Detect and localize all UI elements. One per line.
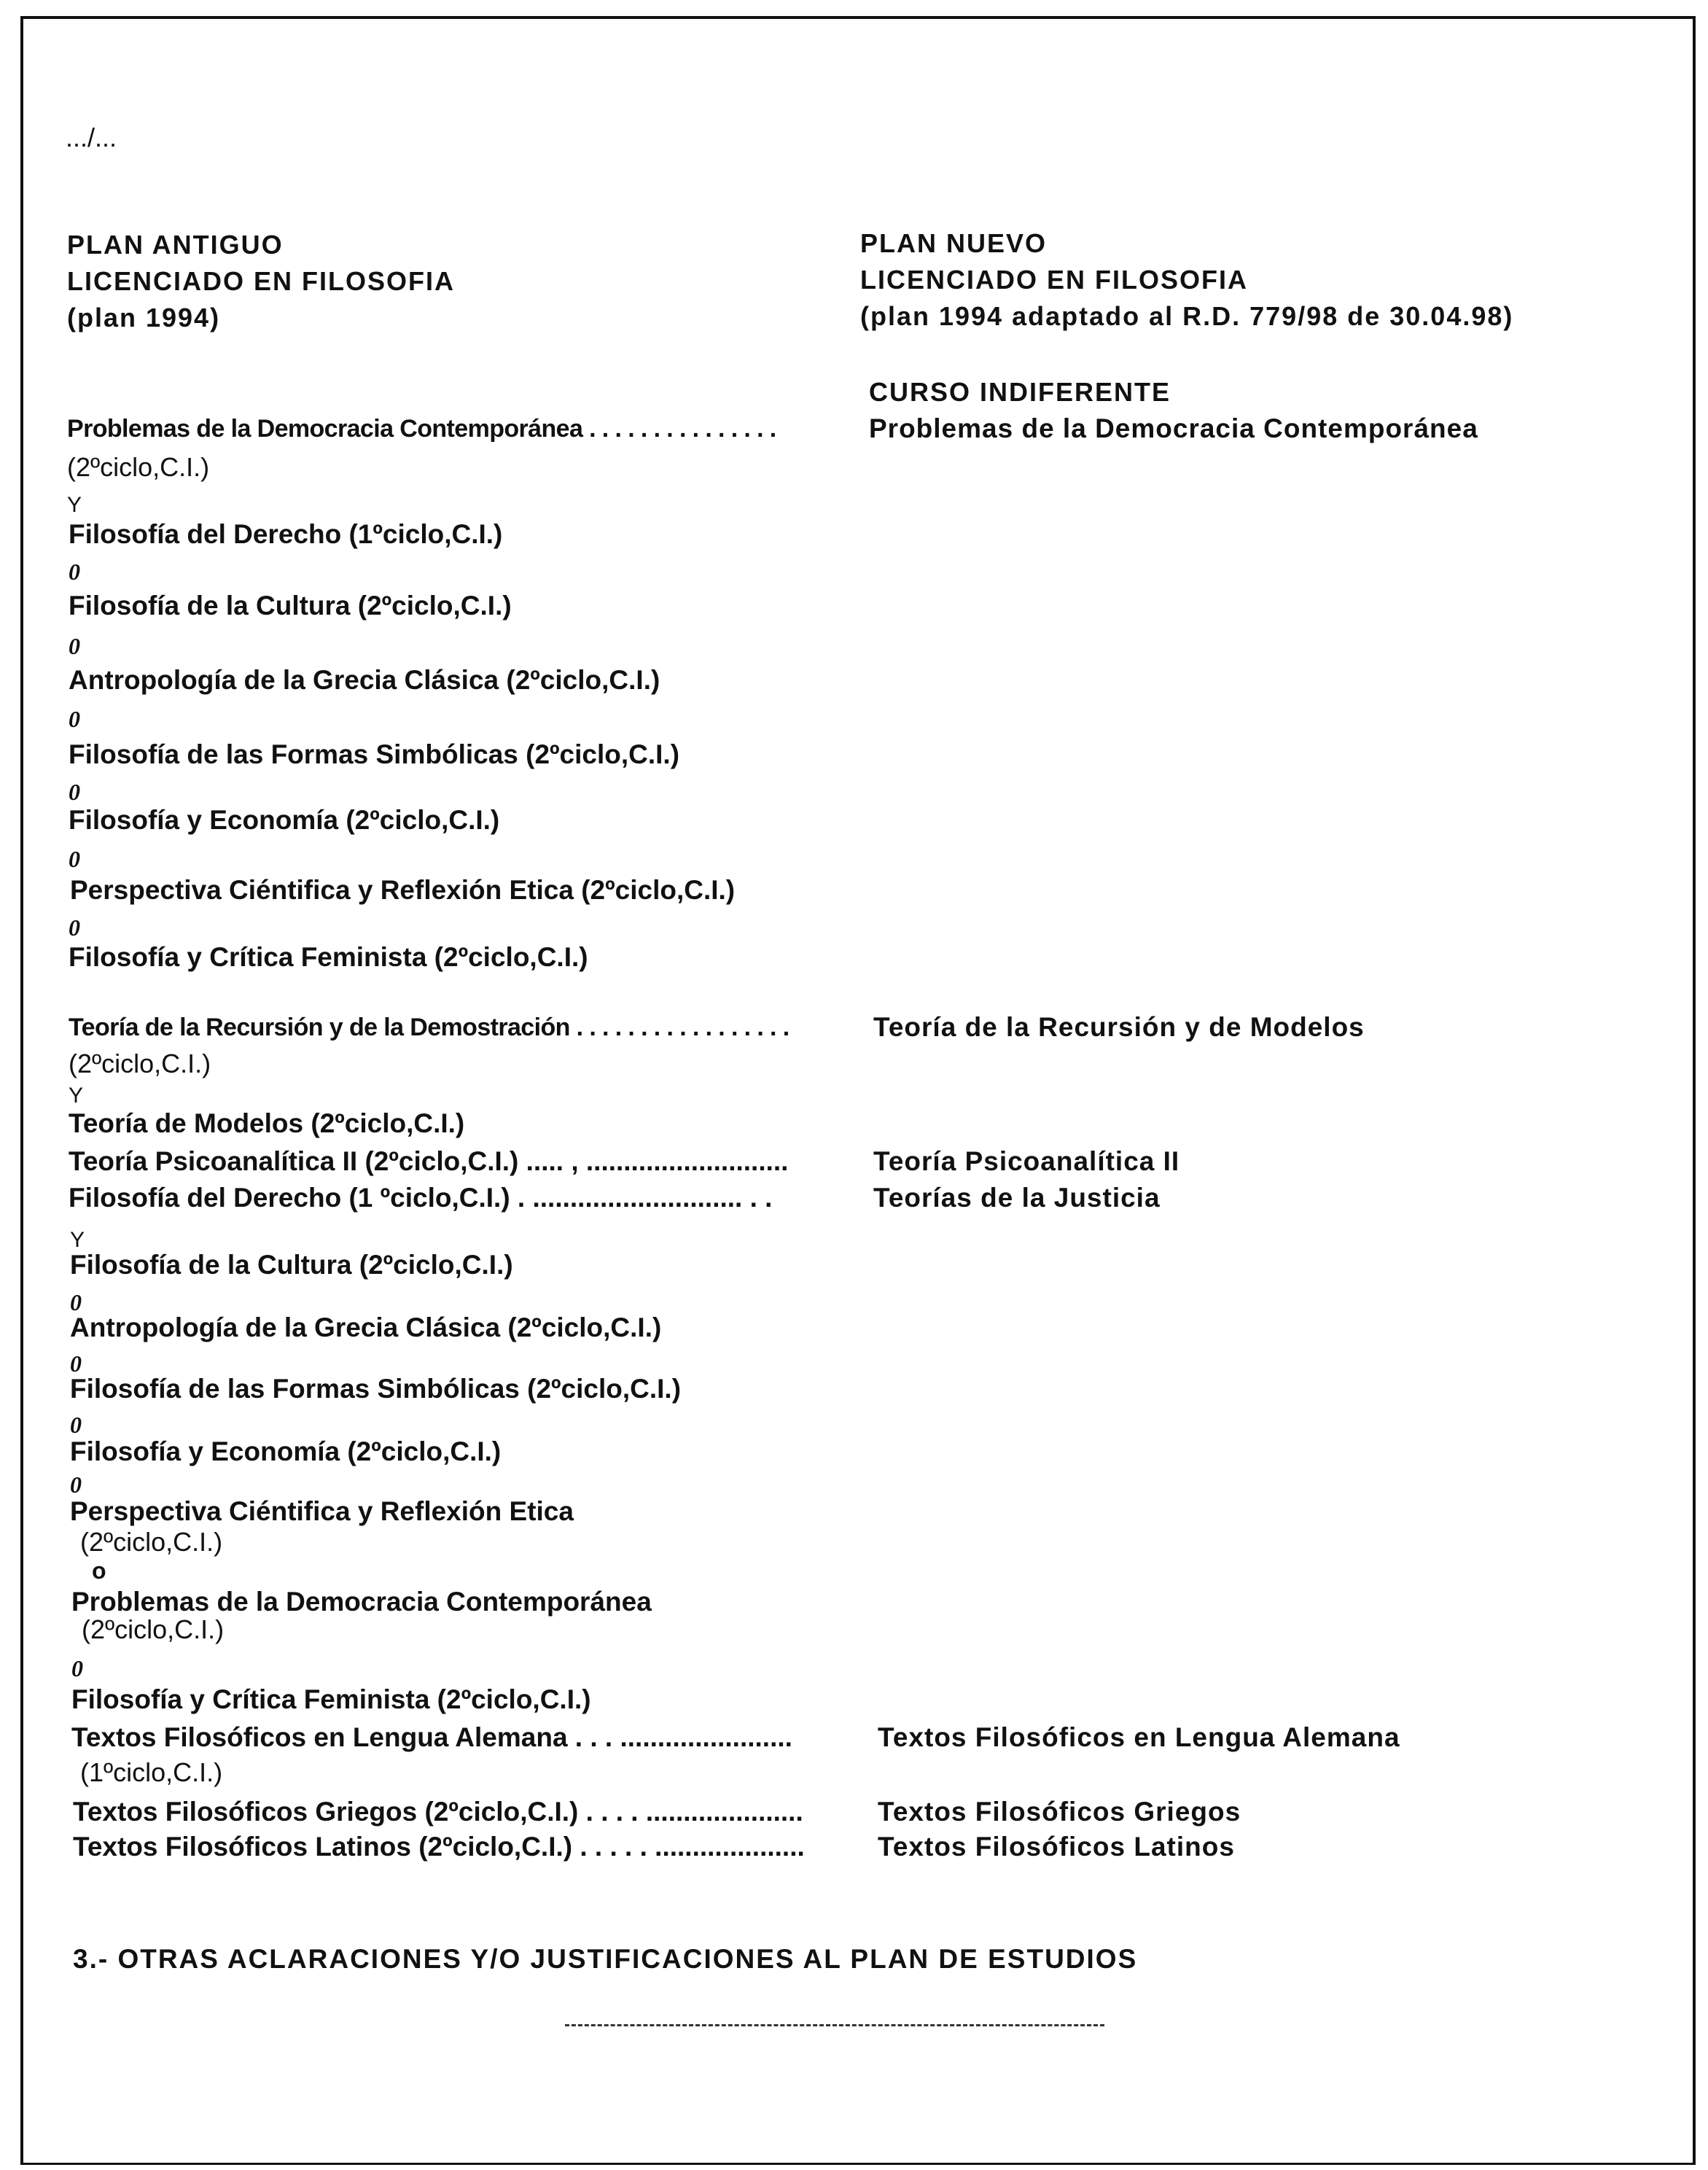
conjunction-o: 0 (70, 1289, 82, 1315)
conjunction-o: 0 (69, 559, 80, 585)
new-subject: Teorías de la Justicia (873, 1183, 1161, 1213)
old-plan-degree: LICENCIADO EN FILOSOFIA (67, 266, 455, 296)
cycle-note: (1ºciclo,C.I.) (80, 1757, 223, 1787)
new-subject: Textos Filosóficos Griegos (878, 1797, 1241, 1827)
cycle-note: (2ºciclo,C.I.) (67, 452, 210, 482)
cycle-note: (2ºciclo,C.I.) (69, 1049, 211, 1078)
new-plan-degree: LICENCIADO EN FILOSOFIA (860, 265, 1248, 295)
new-plan-header (860, 225, 1513, 335)
conjunction-o: 0 (70, 1471, 82, 1498)
old-subject: Filosofía y Economía (2ºciclo,C.I.) (69, 805, 500, 835)
separator-line (565, 2024, 1104, 2026)
conjunction-o: 0 (69, 633, 80, 659)
old-subject: Filosofía y Crítica Feminista (2ºciclo,C.I.) (71, 1684, 591, 1714)
old-subject: Filosofía y Crítica Feminista (2ºciclo,C.I.) (69, 942, 588, 972)
conjunction-y: Y (69, 1084, 84, 1108)
old-subject: Antropología de la Grecia Clásica (2ºciclo,C.I.) (69, 665, 660, 695)
conjunction-o: 0 (70, 1350, 82, 1377)
continuation-mark: .../... (66, 122, 117, 152)
new-subject: Textos Filosóficos en Lengua Alemana (878, 1722, 1400, 1752)
course-label: CURSO INDIFERENTE (869, 377, 1171, 407)
conjunction-o: o (92, 1558, 106, 1584)
old-subject: Teoría de Modelos (2ºciclo,C.I.) (69, 1108, 465, 1138)
conjunction-o: 0 (69, 846, 80, 872)
new-subject: Textos Filosóficos Latinos (878, 1832, 1235, 1862)
old-subject: Perspectiva Ciéntifica y Reflexión Etica (70, 1496, 574, 1526)
old-subject: Filosofía de la Cultura (2ºciclo,C.I.) (69, 591, 512, 621)
old-subject: Filosofía del Derecho (1 ºciclo,C.I.) . ............................ . . (69, 1183, 773, 1213)
old-subject: Filosofía del Derecho (1ºciclo,C.I.) (69, 519, 503, 549)
new-subject: Teoría de la Recursión y de Modelos (873, 1012, 1365, 1042)
old-subject: Teoría Psicoanalítica II (2ºciclo,C.I.) ..... , ........................... (69, 1146, 789, 1176)
conjunction-o: 0 (69, 914, 80, 941)
section-heading: 3.- OTRAS ACLARACIONES Y/O JUSTIFICACIONES AL PLAN DE ESTUDIOS (73, 1944, 1138, 1974)
old-subject: Textos Filosóficos en Lengua Alemana . . . ....................... (71, 1722, 792, 1752)
conjunction-o: 0 (69, 706, 80, 732)
old-subject: Filosofía y Economía (2ºciclo,C.I.) (70, 1436, 502, 1466)
old-subject: Teoría de la Recursión y de la Demostración . . . . . . . . . . . . . . . . . (69, 1014, 789, 1041)
old-subject: Textos Filosóficos Latinos (2ºciclo,C.I.) . . . . . .................... (73, 1832, 805, 1862)
old-subject: Perspectiva Ciéntifica y Reflexión Etica (2ºciclo,C.I.) (70, 875, 736, 905)
cycle-note: (2ºciclo,C.I.) (82, 1614, 225, 1644)
conjunction-o: 0 (71, 1655, 83, 1681)
old-subject: Filosofía de las Formas Simbólicas (2ºciclo,C.I.) (69, 739, 680, 769)
old-plan-version: (plan 1994) (67, 303, 221, 332)
new-plan-version: (plan 1994 adaptado al R.D. 779/98 de 30.04.98) (860, 301, 1514, 331)
conjunction-y: Y (70, 1228, 85, 1252)
conjunction-o: 0 (70, 1412, 82, 1438)
old-plan-title: PLAN ANTIGUO (67, 230, 284, 260)
old-subject: Textos Filosóficos Griegos (2ºciclo,C.I.) . . . . ..................... (73, 1797, 803, 1827)
new-subject: Problemas de la Democracia Contemporánea (869, 413, 1478, 443)
old-subject: Filosofía de la Cultura (2ºciclo,C.I.) (70, 1250, 513, 1280)
new-plan-title: PLAN NUEVO (860, 228, 1048, 258)
old-plan-header (67, 227, 455, 336)
conjunction-y: Y (67, 493, 82, 517)
old-subject: Problemas de la Democracia Contemporánea (71, 1587, 652, 1617)
new-subject: Teoría Psicoanalítica II (873, 1146, 1180, 1176)
old-subject: Antropología de la Grecia Clásica (2ºciclo,C.I.) (70, 1312, 662, 1342)
old-subject: Problemas de la Democracia Contemporánea . . . . . . . . . . . . . . . (67, 415, 776, 443)
old-subject: Filosofía de las Formas Simbólicas (2ºciclo,C.I.) (70, 1374, 682, 1404)
cycle-note: (2ºciclo,C.I.) (80, 1527, 223, 1557)
conjunction-o: 0 (69, 779, 80, 805)
